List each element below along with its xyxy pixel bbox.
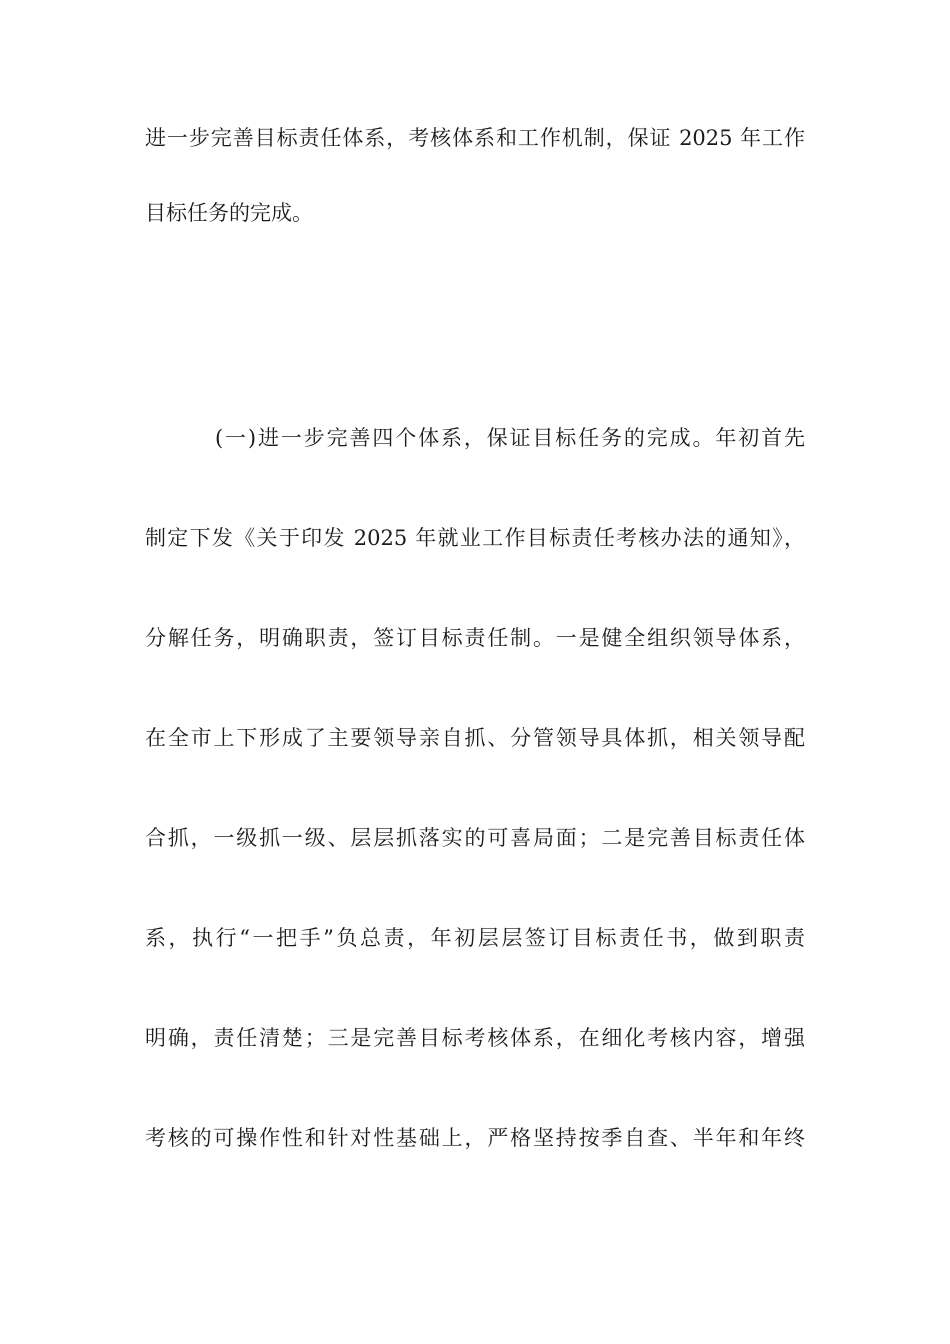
paragraph1-line-2: 目标任务的完成。 xyxy=(145,201,313,225)
paragraph2-line-6: 系，执行“一把手”负总责，年初层层签订目标责任书，做到职责 xyxy=(145,926,805,950)
paragraph2-line-5: 合抓，一级抓一级、层层抓落实的可喜局面；二是完善目标责任体 xyxy=(145,826,805,850)
paragraph2-line-4: 在全市上下形成了主要领导亲自抓、分管领导具体抓，相关领导配 xyxy=(145,726,805,750)
paragraph2-line-7: 明确，责任清楚；三是完善目标考核体系，在细化考核内容，增强 xyxy=(145,1026,805,1050)
paragraph2-line-8: 考核的可操作性和针对性基础上，严格坚持按季自查、半年和年终 xyxy=(145,1126,805,1150)
paragraph2-line-1: (一)进一步完善四个体系，保证目标任务的完成。年初首先 xyxy=(215,426,805,450)
paragraph1-line-1: 进一步完善目标责任体系，考核体系和工作机制，保证 2025 年工作 xyxy=(145,126,805,150)
paragraph2-line-2: 制定下发《关于印发 2025 年就业工作目标责任考核办法的通知》， xyxy=(145,526,805,550)
paragraph2-line-3: 分解任务，明确职责，签订目标责任制。一是健全组织领导体系， xyxy=(145,626,805,650)
